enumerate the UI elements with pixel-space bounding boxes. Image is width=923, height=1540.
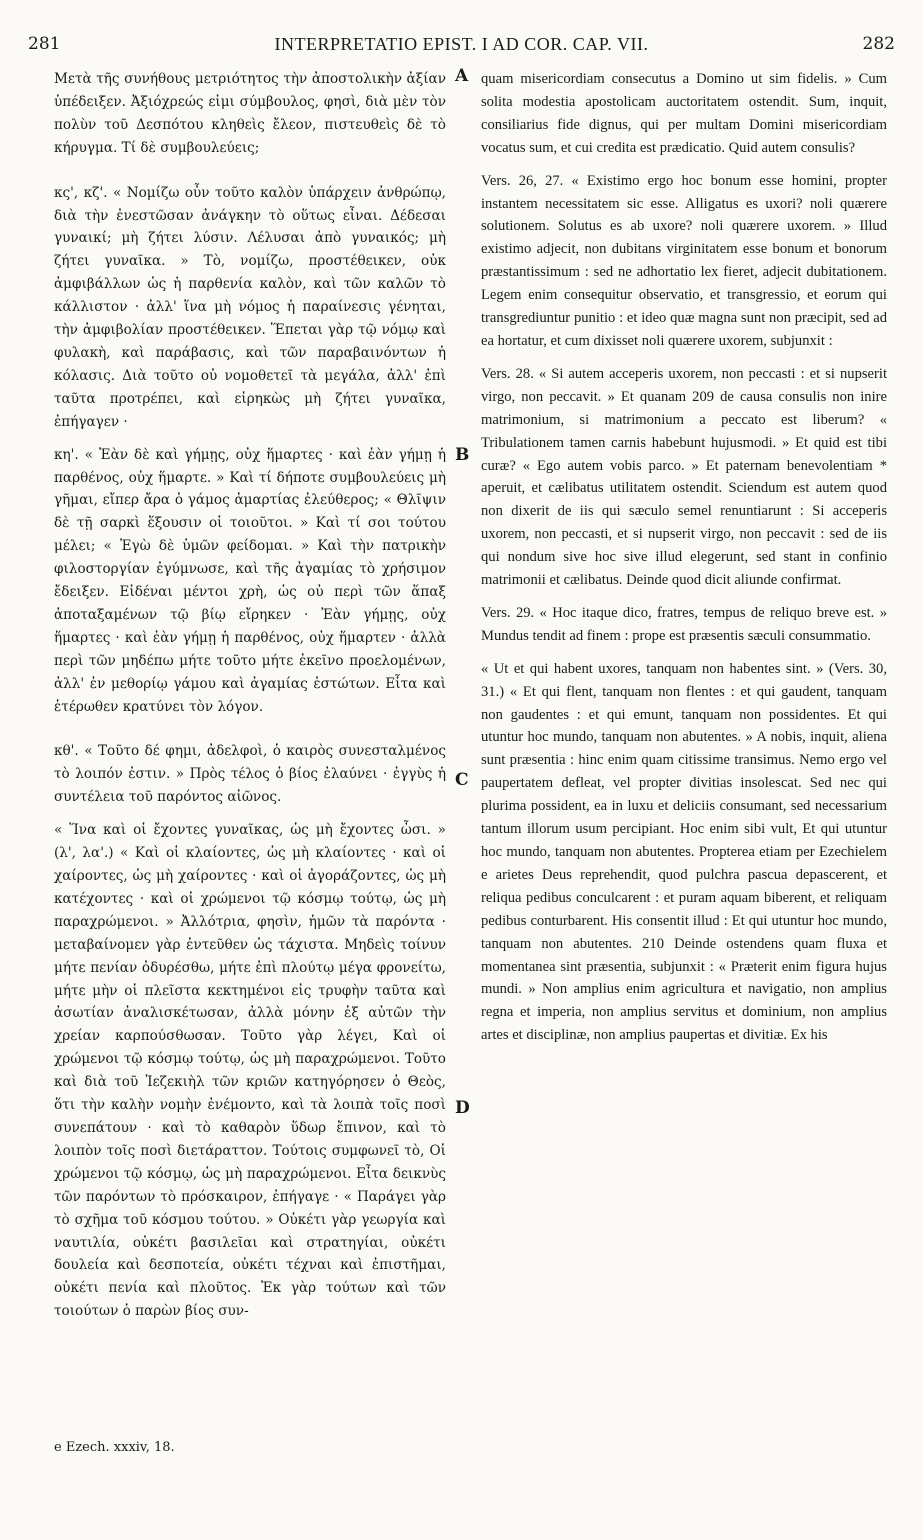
greek-paragraph: κθ'. « Τοῦτο δέ φημι, ἀδελφοὶ, ὁ καιρὸς συνεσταλμένος τὸ λοιπόν ἐστιν. » Πρὸς τέλος ὁ βίος ἐλαύνει · ἐγγὺς ἡ συντέλεια τοῦ παρόντος αἰῶνος. <box>54 743 446 806</box>
margin-letter: C <box>455 770 469 790</box>
page-number-right: 282 <box>862 34 895 54</box>
page-header <box>28 34 895 60</box>
page-number-left: 281 <box>28 34 61 54</box>
latin-paragraph: Vers. 29. « Hoc itaque dico, fratres, tempus de reliquo breve est. » Mundus tendit ad finem : prope est præsentis sæculi consummatio. <box>481 604 887 644</box>
margin-letter: B <box>455 445 470 465</box>
greek-paragraph: κη'. « Ἐὰν δὲ καὶ γήμῃς, οὐχ ἥμαρτες · καὶ ἐὰν γήμῃ ἡ παρθένος, οὐχ ἥμαρτε. » Καὶ τί δήποτε συμβουλεύεις μὴ γῆμαι, εἴπερ ἄρα ὁ γάμος ἁμαρτίας ἐλεύθερος; « Θλῖψιν δὲ τῇ σαρκὶ ἕξουσιν οἱ τοιοῦτοι. » Καὶ τί σοι τούτου μέλει; « Ἐγὼ δὲ ὑμῶν φείδομαι. » Καὶ τὴν πατρικὴν φιλοστοργίαν ἐγύμνωσε, καὶ τῆς ἀγαμίας τὸ χρήσιμον ἔδειξεν. Εἰδέναι μέντοι χρὴ, ὡς οὐ περὶ τῶν ἅπαξ ἀποταξαμένων τῷ βίῳ εἴρηκεν · Ἐὰν γήμῃς, οὐχ ἥμαρτες · καὶ ἐὰν γήμῃ ἡ παρθένος, οὐχ ἥμαρτεν · ἀλλὰ περὶ τῶν μηδέπω μήτε τοῦτο μήτε ἐκεῖνο προελομένων, ἀλλ' ἐν μεθορίῳ γάμου καὶ ἀγαμίας ἑστώτων. Εἶτα καὶ ἑτέρωθεν κρατύνει τὸν λόγον. <box>54 446 446 715</box>
latin-column <box>481 68 887 1057</box>
latin-paragraph: Vers. 26, 27. « Existimo ergo hoc bonum esse homini, propter instantem necessitatem sic esse. Alligatus es uxori? noli quærere solutionem. Solutus es ab uxore? noli quærere uxorem. » Illud existimo adjecit, non dubitans virginitatem esse bonum et bonorum præstantissimum : sed ne adhortatio lex fieret, adjecit dubitationem. Legem enim consequitur observatio, et transgressio, et eorum qui transgrediuntur punitio : et ideo quæ magna sunt non præcipit, sed ad ea hortatur, et cum dixisset noli quærere uxorem, subjunxit : <box>481 172 887 349</box>
footnote: e Ezech. xxxiv, 18. <box>54 1440 175 1455</box>
greek-column <box>54 68 446 1333</box>
margin-letter: A <box>455 66 469 86</box>
greek-paragraph: Μετὰ τῆς συνήθους μετριότητος τὴν ἀποστολικὴν ἀξίαν ὑπέδειξεν. Ἀξιόχρεώς εἰμι σύμβουλος, φησὶ, διὰ μὲν τὸν πολὺν τοῦ Δεσπότου κληθεὶς ἔλεον, πιστευθεὶς δὲ τὸ κήρυγμα. Τί δὲ συμβουλεύεις; <box>54 71 446 156</box>
latin-paragraph: « Ut et qui habent uxores, tanquam non habentes sint. » (Vers. 30, 31.) « Et qui flent, tanquam non flentes : et qui gaudent, tanquam non gaudentes : et qui emunt, tanquam non possidentes. Et qui utuntur hoc mundo, tanquam non abutentes. » A nobis, inquit, aliena sunt præsentia : hinc enim quam citissime transimus. Nemo ergo vel paupertatem defleat, vel propter divitias insolescat. Sed nec qui plurima possident, ea in luxu et deliciis consumant, sed necessarium tantum illorum usum percipiant. Hoc enim sibi vult, Et qui utuntur hoc mundo, tanquam non abutentes. Propterea etiam per Ezechielem e arietes Deus reprehendit, quod pulchra pascua depascerent, et reliqua pedibus conculcarent : et puram aquam biberent, et reliquam pedibus conturbarent. His consentit illud : Et qui utuntur hoc mundo, tanquam non abutentes. 210 Deinde ostendens quam fluxa et momentanea sint præsentia, subjunxit : « Præterit enim figura hujus mundi. » Non amplius enim agricultura et navigatio, non amplius regna et imperia, non amplius servitus et dominium, non amplius artes et disciplinæ, non amplius paupertas et divitiæ. Ex his <box>481 660 887 1044</box>
latin-paragraph: Vers. 28. « Si autem acceperis uxorem, non peccasti : et si nupserit virgo, non peccavit. » Et quanam 209 de causa consulis non inire matrimonium, si matrimonium a peccato est liberum? « Tribulationem tamen carnis habebunt hujusmodi. » Et quid est tibi curæ? « Ego autem vobis parco. » Et paternam benevolentiam * aperuit, et cælibatus utilitatem ostendit. Sciendum est autem quod non dixerit de iis qui sæculo semel renuntiarunt : Si acceperis uxorem, non peccasti, et si nupserit virgo, non peccavit : sed de iis qui nondum sive hoc sive illud elegerunt, sed stant in confinio matrimonii et cælibatus. Deinde quod dicit aliunde confirmat. <box>481 365 887 589</box>
latin-paragraph: quam misericordiam consecutus a Domino ut sim fidelis. » Cum solita modestia apostolicam auctoritatem ostendit. Sum, inquit, consiliarius fide dignus, qui per multam Domini misericordiam vocatus sum, et cui credita est prædicatio. Quid autem consulis? <box>481 71 887 156</box>
greek-paragraph: κς', κζ'. « Νομίζω οὖν τοῦτο καλὸν ὑπάρχειν ἀνθρώπῳ, διὰ τὴν ἐνεστῶσαν ἀνάγκην τὸ οὕτως εἶναι. Δέδεσαι γυναικί; μὴ ζήτει λύσιν. Λέλυσαι ἀπὸ γυναικός; μὴ ζήτει γυναῖκα. » Τὸ, νομίζω, προστέθεικεν, οὐκ ἀμφιβάλλων ὡς ἡ παρθενία καλὸν, καὶ τῶν καλῶν τὸ κάλλιστον · ἀλλ' ἵνα μὴ νόμος ἡ παραίνεσις γένηται, τὴν ἀμφιβολίαν προστέθεικεν. Ἕπεται γὰρ τῷ νόμῳ καὶ φυλακὴ, καὶ παράβασις, καὶ τῶν παραβαινόντων ἡ κόλασις. Διὰ τοῦτο οὐ νομοθετεῖ τὰ μεγάλα, ἀλλ' ἐπὶ ταῦτα προτρέπει, καὶ εἰρηκὼς μὴ ζήτει γυναῖκα, ἐπήγαγεν · <box>54 184 446 430</box>
greek-paragraph: « Ἵνα καὶ οἱ ἔχοντες γυναῖκας, ὡς μὴ ἔχοντες ὦσι. » (λ', λα'.) « Καὶ οἱ κλαίοντες, ὡς μὴ κλαίοντες · καὶ οἱ χαίροντες, ὡς μὴ χαίροντες · καὶ οἱ ἀγοράζοντες, ὡς μὴ κατέχοντες · καὶ οἱ χρώμενοι τῷ κόσμῳ τούτῳ, ὡς μὴ παραχρώμενοι. » Ἀλλότρια, φησὶν, ἡμῶν τὰ παρόντα · μεταβαίνομεν γὰρ ἐντεῦθεν ὡς τάχιστα. Μηδεὶς τοίνυν μήτε πενίαν ὀδυρέσθω, μήτε ἐπὶ πλούτῳ μέγα φρονείτω, μήτε μὴν οἱ πλεῖστα κεκτημένοι εἰς τρυφὴν ταῦτα καὶ ἀσωτίαν ἀναλισκέτωσαν, ἀλλὰ μόνην ἐξ αὐτῶν τὴν χρείαν καρπούσθωσαν. Τοῦτο γὰρ λέγει, Καὶ οἱ χρώμενοι τῷ κόσμῳ τούτῳ, ὡς μὴ παραχρώμενοι. Τοῦτο καὶ διὰ τοῦ Ἰεζεκιὴλ τῶν κριῶν κατηγόρησεν ὁ Θεὸς, ὅτι τὴν καλὴν νομὴν ἐνέμοντο, καὶ τὰ λοιπὰ τοῖς ποσὶ συνεπάτουν · καὶ τὸ καθαρὸν ὕδωρ ἔπινον, καὶ τὸ λοιπὸν τοῖς ποσὶ διετάραττον. Τούτοις συμφωνεῖ τὸ, Οἱ χρώμενοι τῷ κόσμῳ, ὡς μὴ παραχρώμενοι. Εἶτα δεικνὺς τῶν παρόντων τὸ πρόσκαιρον, ἐπήγαγε · « Παράγει γὰρ τὸ σχῆμα τοῦ κόσμου τούτου. » Οὐκέτι γὰρ γεωργία καὶ ναυτιλία, οὐκέτι βασιλεῖαι καὶ στρατηγίαι, οὐκέτι δουλεία καὶ δεσποτεία, οὐκέτι τέχναι καὶ ἐπιστῆμαι, οὐκέτι πενία καὶ πλοῦτος. Ἐκ γὰρ τούτων καὶ τῶν τοιούτων ὁ παρὼν βίος συν- <box>54 822 446 1320</box>
running-title: INTERPRETATIO EPIST. I AD COR. CAP. VII. <box>274 34 649 54</box>
margin-letter: D <box>455 1098 470 1118</box>
